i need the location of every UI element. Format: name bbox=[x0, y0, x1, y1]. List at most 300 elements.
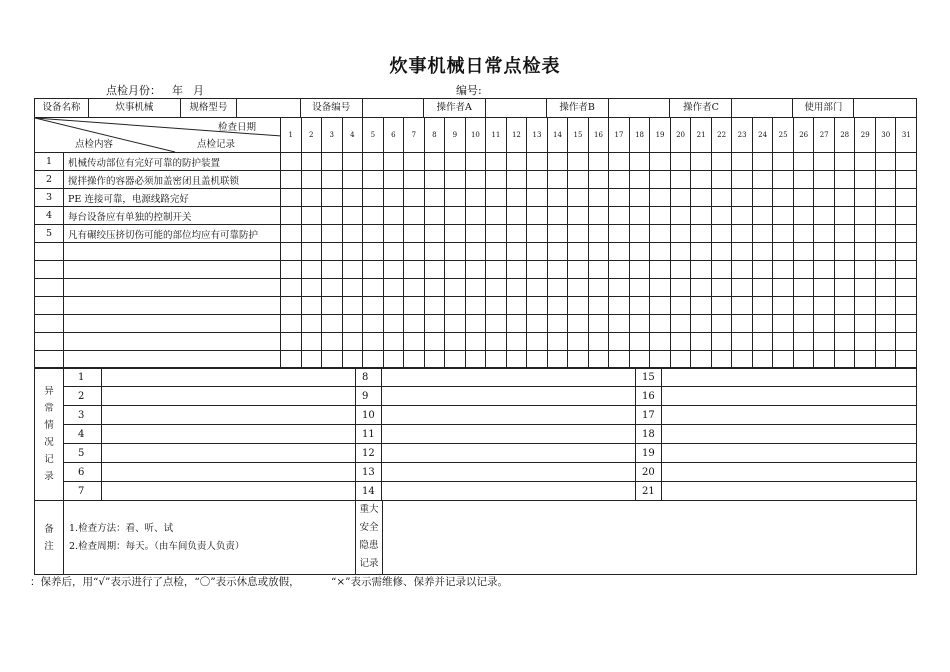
check-cell[interactable] bbox=[486, 153, 507, 171]
check-cell[interactable] bbox=[527, 153, 548, 171]
check-cell[interactable] bbox=[814, 297, 835, 315]
check-cell[interactable] bbox=[445, 279, 466, 297]
check-cell[interactable] bbox=[322, 207, 343, 225]
dept-value[interactable] bbox=[854, 99, 916, 117]
check-cell[interactable] bbox=[609, 261, 630, 279]
check-cell[interactable] bbox=[691, 153, 712, 171]
check-cell[interactable] bbox=[383, 315, 404, 333]
check-cell[interactable] bbox=[445, 207, 466, 225]
check-cell[interactable] bbox=[752, 261, 773, 279]
check-cell[interactable] bbox=[814, 243, 835, 261]
check-cell[interactable] bbox=[691, 207, 712, 225]
check-cell[interactable] bbox=[465, 297, 486, 315]
check-cell[interactable] bbox=[650, 189, 671, 207]
check-cell[interactable] bbox=[691, 171, 712, 189]
check-cell[interactable] bbox=[547, 189, 568, 207]
check-cell[interactable] bbox=[793, 225, 814, 243]
check-cell[interactable] bbox=[281, 171, 302, 189]
check-cell[interactable] bbox=[383, 153, 404, 171]
check-cell[interactable] bbox=[445, 243, 466, 261]
check-cell[interactable] bbox=[650, 279, 671, 297]
check-cell[interactable] bbox=[773, 261, 794, 279]
check-cell[interactable] bbox=[629, 207, 650, 225]
check-cell[interactable] bbox=[691, 225, 712, 243]
check-cell[interactable] bbox=[281, 243, 302, 261]
abnormal-entry[interactable] bbox=[102, 444, 356, 463]
check-cell[interactable] bbox=[465, 243, 486, 261]
check-cell[interactable] bbox=[424, 333, 445, 351]
check-cell[interactable] bbox=[793, 207, 814, 225]
check-cell[interactable] bbox=[404, 315, 425, 333]
check-cell[interactable] bbox=[404, 243, 425, 261]
check-cell[interactable] bbox=[506, 315, 527, 333]
check-cell[interactable] bbox=[301, 207, 322, 225]
check-cell[interactable] bbox=[527, 261, 548, 279]
check-cell[interactable] bbox=[424, 279, 445, 297]
check-cell[interactable] bbox=[896, 333, 917, 351]
check-cell[interactable] bbox=[629, 315, 650, 333]
check-cell[interactable] bbox=[301, 189, 322, 207]
check-cell[interactable] bbox=[404, 225, 425, 243]
check-cell[interactable] bbox=[609, 153, 630, 171]
check-cell[interactable] bbox=[383, 189, 404, 207]
check-cell[interactable] bbox=[486, 171, 507, 189]
check-cell[interactable] bbox=[363, 279, 384, 297]
check-cell[interactable] bbox=[588, 153, 609, 171]
check-cell[interactable] bbox=[814, 207, 835, 225]
check-cell[interactable] bbox=[424, 315, 445, 333]
abnormal-entry[interactable] bbox=[662, 444, 917, 463]
check-cell[interactable] bbox=[732, 171, 753, 189]
check-cell[interactable] bbox=[814, 315, 835, 333]
check-cell[interactable] bbox=[609, 279, 630, 297]
check-cell[interactable] bbox=[301, 261, 322, 279]
check-cell[interactable] bbox=[404, 153, 425, 171]
check-cell[interactable] bbox=[629, 333, 650, 351]
check-cell[interactable] bbox=[875, 279, 896, 297]
check-cell[interactable] bbox=[363, 351, 384, 369]
check-cell[interactable] bbox=[875, 171, 896, 189]
check-cell[interactable] bbox=[588, 351, 609, 369]
check-cell[interactable] bbox=[855, 297, 876, 315]
operator-b-value[interactable] bbox=[609, 99, 671, 117]
check-cell[interactable] bbox=[342, 243, 363, 261]
abnormal-entry[interactable] bbox=[662, 387, 917, 406]
check-cell[interactable] bbox=[506, 243, 527, 261]
check-cell[interactable] bbox=[711, 153, 732, 171]
check-cell[interactable] bbox=[404, 279, 425, 297]
check-cell[interactable] bbox=[568, 225, 589, 243]
check-cell[interactable] bbox=[711, 243, 732, 261]
check-cell[interactable] bbox=[527, 207, 548, 225]
abnormal-entry[interactable] bbox=[382, 387, 636, 406]
check-cell[interactable] bbox=[445, 225, 466, 243]
check-cell[interactable] bbox=[834, 279, 855, 297]
check-cell[interactable] bbox=[793, 279, 814, 297]
check-cell[interactable] bbox=[650, 351, 671, 369]
check-cell[interactable] bbox=[752, 189, 773, 207]
check-cell[interactable] bbox=[588, 333, 609, 351]
check-cell[interactable] bbox=[855, 225, 876, 243]
check-cell[interactable] bbox=[855, 279, 876, 297]
check-cell[interactable] bbox=[301, 153, 322, 171]
check-cell[interactable] bbox=[609, 243, 630, 261]
abnormal-entry[interactable] bbox=[382, 463, 636, 482]
check-cell[interactable] bbox=[588, 243, 609, 261]
check-cell[interactable] bbox=[793, 315, 814, 333]
check-cell[interactable] bbox=[691, 297, 712, 315]
check-cell[interactable] bbox=[793, 351, 814, 369]
check-cell[interactable] bbox=[588, 207, 609, 225]
check-cell[interactable] bbox=[670, 315, 691, 333]
check-cell[interactable] bbox=[281, 189, 302, 207]
check-cell[interactable] bbox=[322, 333, 343, 351]
check-cell[interactable] bbox=[506, 207, 527, 225]
check-cell[interactable] bbox=[383, 297, 404, 315]
check-cell[interactable] bbox=[670, 279, 691, 297]
check-cell[interactable] bbox=[855, 261, 876, 279]
check-cell[interactable] bbox=[445, 261, 466, 279]
check-cell[interactable] bbox=[363, 333, 384, 351]
abnormal-entry[interactable] bbox=[662, 368, 917, 387]
check-cell[interactable] bbox=[691, 333, 712, 351]
check-cell[interactable] bbox=[363, 297, 384, 315]
check-cell[interactable] bbox=[383, 207, 404, 225]
check-cell[interactable] bbox=[547, 351, 568, 369]
check-cell[interactable] bbox=[732, 333, 753, 351]
check-cell[interactable] bbox=[322, 297, 343, 315]
check-cell[interactable] bbox=[404, 333, 425, 351]
check-cell[interactable] bbox=[424, 207, 445, 225]
check-cell[interactable] bbox=[650, 297, 671, 315]
check-cell[interactable] bbox=[773, 297, 794, 315]
check-cell[interactable] bbox=[711, 351, 732, 369]
check-cell[interactable] bbox=[629, 351, 650, 369]
check-cell[interactable] bbox=[465, 225, 486, 243]
check-cell[interactable] bbox=[547, 153, 568, 171]
check-cell[interactable] bbox=[424, 351, 445, 369]
check-cell[interactable] bbox=[568, 261, 589, 279]
check-cell[interactable] bbox=[896, 297, 917, 315]
check-cell[interactable] bbox=[547, 315, 568, 333]
check-cell[interactable] bbox=[322, 225, 343, 243]
check-cell[interactable] bbox=[506, 279, 527, 297]
check-cell[interactable] bbox=[506, 189, 527, 207]
check-cell[interactable] bbox=[814, 171, 835, 189]
check-cell[interactable] bbox=[773, 207, 794, 225]
check-cell[interactable] bbox=[650, 243, 671, 261]
check-cell[interactable] bbox=[486, 207, 507, 225]
check-cell[interactable] bbox=[424, 243, 445, 261]
check-cell[interactable] bbox=[588, 189, 609, 207]
check-cell[interactable] bbox=[650, 207, 671, 225]
check-cell[interactable] bbox=[691, 279, 712, 297]
check-cell[interactable] bbox=[506, 153, 527, 171]
check-cell[interactable] bbox=[424, 261, 445, 279]
check-cell[interactable] bbox=[629, 225, 650, 243]
check-cell[interactable] bbox=[834, 351, 855, 369]
check-cell[interactable] bbox=[342, 207, 363, 225]
abnormal-entry[interactable] bbox=[382, 406, 636, 425]
abnormal-entry[interactable] bbox=[382, 482, 636, 501]
check-cell[interactable] bbox=[547, 225, 568, 243]
check-cell[interactable] bbox=[793, 297, 814, 315]
check-cell[interactable] bbox=[609, 351, 630, 369]
abnormal-entry[interactable] bbox=[102, 368, 356, 387]
check-cell[interactable] bbox=[834, 315, 855, 333]
check-cell[interactable] bbox=[814, 351, 835, 369]
check-cell[interactable] bbox=[363, 243, 384, 261]
check-cell[interactable] bbox=[465, 279, 486, 297]
check-cell[interactable] bbox=[383, 351, 404, 369]
check-cell[interactable] bbox=[629, 261, 650, 279]
abnormal-entry[interactable] bbox=[102, 463, 356, 482]
check-cell[interactable] bbox=[814, 225, 835, 243]
check-cell[interactable] bbox=[752, 297, 773, 315]
check-cell[interactable] bbox=[486, 243, 507, 261]
check-cell[interactable] bbox=[732, 315, 753, 333]
operator-c-value[interactable] bbox=[732, 99, 793, 117]
check-cell[interactable] bbox=[547, 171, 568, 189]
check-cell[interactable] bbox=[875, 351, 896, 369]
check-cell[interactable] bbox=[588, 315, 609, 333]
check-cell[interactable] bbox=[855, 333, 876, 351]
abnormal-entry[interactable] bbox=[102, 387, 356, 406]
check-cell[interactable] bbox=[875, 207, 896, 225]
check-cell[interactable] bbox=[568, 153, 589, 171]
check-cell[interactable] bbox=[547, 207, 568, 225]
abnormal-entry[interactable] bbox=[382, 368, 636, 387]
check-cell[interactable] bbox=[363, 171, 384, 189]
check-cell[interactable] bbox=[855, 207, 876, 225]
check-cell[interactable] bbox=[711, 315, 732, 333]
check-cell[interactable] bbox=[445, 351, 466, 369]
check-cell[interactable] bbox=[445, 315, 466, 333]
check-cell[interactable] bbox=[281, 207, 302, 225]
check-cell[interactable] bbox=[773, 189, 794, 207]
check-cell[interactable] bbox=[855, 243, 876, 261]
check-cell[interactable] bbox=[322, 261, 343, 279]
abnormal-entry[interactable] bbox=[102, 425, 356, 444]
check-cell[interactable] bbox=[383, 171, 404, 189]
check-cell[interactable] bbox=[322, 171, 343, 189]
check-cell[interactable] bbox=[650, 261, 671, 279]
check-cell[interactable] bbox=[711, 261, 732, 279]
check-cell[interactable] bbox=[752, 153, 773, 171]
check-cell[interactable] bbox=[670, 243, 691, 261]
check-cell[interactable] bbox=[691, 315, 712, 333]
check-cell[interactable] bbox=[670, 225, 691, 243]
check-cell[interactable] bbox=[568, 171, 589, 189]
check-cell[interactable] bbox=[896, 171, 917, 189]
check-cell[interactable] bbox=[568, 243, 589, 261]
check-cell[interactable] bbox=[814, 333, 835, 351]
check-cell[interactable] bbox=[814, 279, 835, 297]
check-cell[interactable] bbox=[670, 189, 691, 207]
check-cell[interactable] bbox=[445, 333, 466, 351]
check-cell[interactable] bbox=[650, 315, 671, 333]
check-cell[interactable] bbox=[711, 333, 732, 351]
check-cell[interactable] bbox=[445, 153, 466, 171]
check-cell[interactable] bbox=[650, 333, 671, 351]
check-cell[interactable] bbox=[424, 153, 445, 171]
check-cell[interactable] bbox=[547, 279, 568, 297]
hazard-record-field[interactable] bbox=[383, 501, 916, 574]
check-cell[interactable] bbox=[793, 153, 814, 171]
check-cell[interactable] bbox=[568, 297, 589, 315]
check-cell[interactable] bbox=[363, 261, 384, 279]
check-cell[interactable] bbox=[629, 243, 650, 261]
check-cell[interactable] bbox=[732, 225, 753, 243]
check-cell[interactable] bbox=[691, 243, 712, 261]
check-cell[interactable] bbox=[404, 297, 425, 315]
check-cell[interactable] bbox=[527, 315, 548, 333]
check-cell[interactable] bbox=[896, 315, 917, 333]
check-cell[interactable] bbox=[568, 189, 589, 207]
check-cell[interactable] bbox=[896, 279, 917, 297]
check-cell[interactable] bbox=[588, 225, 609, 243]
check-cell[interactable] bbox=[834, 333, 855, 351]
check-cell[interactable] bbox=[752, 279, 773, 297]
check-cell[interactable] bbox=[506, 171, 527, 189]
check-cell[interactable] bbox=[629, 153, 650, 171]
check-cell[interactable] bbox=[629, 297, 650, 315]
check-cell[interactable] bbox=[363, 153, 384, 171]
abnormal-entry[interactable] bbox=[662, 463, 917, 482]
check-cell[interactable] bbox=[547, 333, 568, 351]
check-cell[interactable] bbox=[670, 297, 691, 315]
check-cell[interactable] bbox=[793, 261, 814, 279]
check-cell[interactable] bbox=[609, 171, 630, 189]
check-cell[interactable] bbox=[568, 333, 589, 351]
abnormal-entry[interactable] bbox=[662, 406, 917, 425]
check-cell[interactable] bbox=[506, 351, 527, 369]
check-cell[interactable] bbox=[875, 189, 896, 207]
check-cell[interactable] bbox=[793, 171, 814, 189]
check-cell[interactable] bbox=[568, 207, 589, 225]
check-cell[interactable] bbox=[814, 261, 835, 279]
check-cell[interactable] bbox=[834, 171, 855, 189]
check-cell[interactable] bbox=[404, 207, 425, 225]
check-cell[interactable] bbox=[404, 189, 425, 207]
check-cell[interactable] bbox=[834, 153, 855, 171]
check-cell[interactable] bbox=[486, 261, 507, 279]
check-cell[interactable] bbox=[896, 153, 917, 171]
check-cell[interactable] bbox=[609, 189, 630, 207]
check-cell[interactable] bbox=[281, 153, 302, 171]
check-cell[interactable] bbox=[506, 261, 527, 279]
check-cell[interactable] bbox=[486, 279, 507, 297]
check-cell[interactable] bbox=[650, 225, 671, 243]
check-cell[interactable] bbox=[875, 297, 896, 315]
check-cell[interactable] bbox=[547, 297, 568, 315]
check-cell[interactable] bbox=[404, 261, 425, 279]
check-cell[interactable] bbox=[752, 225, 773, 243]
check-cell[interactable] bbox=[629, 171, 650, 189]
abnormal-entry[interactable] bbox=[102, 406, 356, 425]
check-cell[interactable] bbox=[732, 207, 753, 225]
check-cell[interactable] bbox=[342, 333, 363, 351]
check-cell[interactable] bbox=[383, 261, 404, 279]
check-cell[interactable] bbox=[773, 333, 794, 351]
check-cell[interactable] bbox=[322, 279, 343, 297]
check-cell[interactable] bbox=[301, 333, 322, 351]
check-cell[interactable] bbox=[404, 171, 425, 189]
check-cell[interactable] bbox=[424, 297, 445, 315]
check-cell[interactable] bbox=[875, 315, 896, 333]
check-cell[interactable] bbox=[404, 351, 425, 369]
check-cell[interactable] bbox=[506, 297, 527, 315]
check-cell[interactable] bbox=[814, 189, 835, 207]
check-cell[interactable] bbox=[752, 333, 773, 351]
check-cell[interactable] bbox=[342, 261, 363, 279]
check-cell[interactable] bbox=[650, 171, 671, 189]
check-cell[interactable] bbox=[342, 279, 363, 297]
check-cell[interactable] bbox=[650, 153, 671, 171]
check-cell[interactable] bbox=[752, 207, 773, 225]
check-cell[interactable] bbox=[465, 261, 486, 279]
check-cell[interactable] bbox=[383, 225, 404, 243]
check-cell[interactable] bbox=[896, 207, 917, 225]
check-cell[interactable] bbox=[773, 225, 794, 243]
abnormal-entry[interactable] bbox=[382, 425, 636, 444]
check-cell[interactable] bbox=[896, 261, 917, 279]
check-cell[interactable] bbox=[711, 279, 732, 297]
check-cell[interactable] bbox=[342, 315, 363, 333]
operator-a-value[interactable] bbox=[486, 99, 547, 117]
check-cell[interactable] bbox=[342, 171, 363, 189]
check-cell[interactable] bbox=[568, 351, 589, 369]
check-cell[interactable] bbox=[322, 351, 343, 369]
check-cell[interactable] bbox=[465, 189, 486, 207]
check-cell[interactable] bbox=[711, 225, 732, 243]
check-cell[interactable] bbox=[588, 261, 609, 279]
check-cell[interactable] bbox=[301, 225, 322, 243]
check-cell[interactable] bbox=[342, 225, 363, 243]
check-cell[interactable] bbox=[322, 243, 343, 261]
check-cell[interactable] bbox=[301, 315, 322, 333]
check-cell[interactable] bbox=[875, 261, 896, 279]
check-cell[interactable] bbox=[773, 153, 794, 171]
check-cell[interactable] bbox=[875, 225, 896, 243]
check-cell[interactable] bbox=[527, 279, 548, 297]
check-cell[interactable] bbox=[301, 171, 322, 189]
check-cell[interactable] bbox=[383, 279, 404, 297]
check-cell[interactable] bbox=[527, 243, 548, 261]
check-cell[interactable] bbox=[281, 261, 302, 279]
check-cell[interactable] bbox=[793, 189, 814, 207]
check-cell[interactable] bbox=[445, 297, 466, 315]
check-cell[interactable] bbox=[322, 315, 343, 333]
check-cell[interactable] bbox=[527, 297, 548, 315]
check-cell[interactable] bbox=[486, 351, 507, 369]
check-cell[interactable] bbox=[342, 351, 363, 369]
check-cell[interactable] bbox=[281, 351, 302, 369]
check-cell[interactable] bbox=[342, 297, 363, 315]
check-cell[interactable] bbox=[670, 153, 691, 171]
check-cell[interactable] bbox=[363, 207, 384, 225]
check-cell[interactable] bbox=[547, 243, 568, 261]
check-cell[interactable] bbox=[732, 351, 753, 369]
check-cell[interactable] bbox=[609, 297, 630, 315]
check-cell[interactable] bbox=[896, 351, 917, 369]
check-cell[interactable] bbox=[732, 153, 753, 171]
check-cell[interactable] bbox=[711, 207, 732, 225]
check-cell[interactable] bbox=[322, 153, 343, 171]
check-cell[interactable] bbox=[527, 171, 548, 189]
check-cell[interactable] bbox=[486, 189, 507, 207]
check-cell[interactable] bbox=[711, 171, 732, 189]
